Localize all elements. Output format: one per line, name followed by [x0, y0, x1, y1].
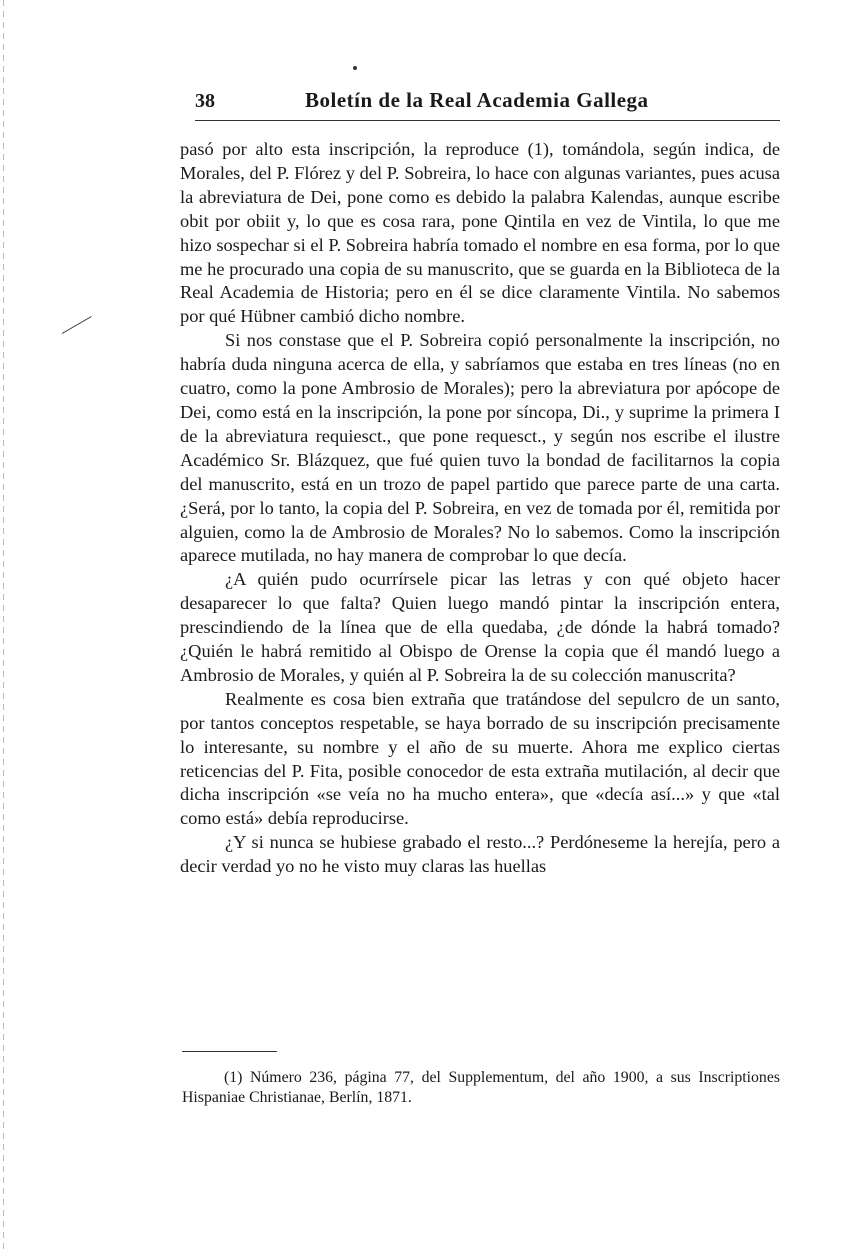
- footnote-divider: [182, 1051, 277, 1052]
- footnotes: [182, 1068, 780, 1108]
- ink-dot: [353, 66, 357, 70]
- paragraph: Realmente es cosa bien extraña que tratándose del sepulcro de un santo, por tantos conceptos respetable, se haya borrado de su inscripción precisamente lo interesante, su nombre y el año de su muerte. Ahora me explico ciertas reticencias del P. Fita, posible conocedor de esta extraña mutilación, al decir que dicha inscripción «se veía no ha mucho entera», que «decía así...» y que «tal como está» debía reproducirse.: [180, 688, 780, 829]
- scan-edge: [3, 0, 4, 1252]
- paragraph: pasó por alto esta inscripción, la reproduce (1), tomándola, según indica, de Morales, del P. Flórez y del P. Sobreira, lo hace con algunas variantes, pues acusa la abreviatura de Dei, pone como es debido la palabra Kalendas, aunque escribe obit por obiit y, lo que es cosa rara, pone Qintila en vez de Vintila, lo que me hizo sospechar si el P. Sobreira habría tomado el nombre en esa forma, por lo que me he procurado una copia de su manuscrito, que se guarda en la Biblioteca de la Real Academia de Historia; pero en él se dice claramente Vintila. No sabemos por qué Hübner cambió dicho nombre.: [180, 139, 780, 327]
- body-text: [180, 138, 780, 879]
- margin-pencil-mark: [62, 316, 92, 334]
- running-title: Boletín de la Real Academia Gallega: [305, 88, 649, 112]
- paragraph: ¿Y si nunca se hubiese grabado el resto...? Perdóneseme la herejía, pero a decir verdad yo no he visto muy claras las huellas: [180, 832, 780, 877]
- page-header: [195, 88, 780, 121]
- paragraph: Si nos constase que el P. Sobreira copió personalmente la inscripción, no habría duda ninguna acerca de ella, y sabríamos que estaba en tres líneas (no en cuatro, como la pone Ambrosio de Morales); pero la abreviatura por apócope de Dei, como está en la inscripción, la pone por síncopa, Di., y suprime la primera I de la abreviatura requiesct., que pone requesct., y según nos escribe el ilustre Académico Sr. Blázquez, que fué quien tuvo la bondad de facilitarnos la copia del manuscrito, está en un trozo de papel partido que parece parte de una carta. ¿Será, por lo tanto, la copia del P. Sobreira, en vez de tomada por él, remitida por alguien, como la de Ambrosio de Morales? No lo sabemos. Como la inscripción aparece mutilada, no hay manera de comprobar lo que decía.: [180, 330, 780, 566]
- footnote: (1) Número 236, página 77, del Supplementum, del año 1900, a sus Inscriptiones Hispaniae Christianae, Berlín, 1871.: [182, 1069, 780, 1106]
- paragraph: ¿A quién pudo ocurrírsele picar las letras y con qué objeto hacer desaparecer lo que falta? Quien luego mandó pintar la inscripción entera, prescindiendo de la línea que de ella quedaba, ¿de dónde la habrá tomado? ¿Quién le habrá remitido al Obispo de Orense la copia que él mandó luego a Ambrosio de Morales, y quién al P. Sobreira la de su colección manuscrita?: [180, 569, 780, 685]
- page-number: 38: [195, 90, 215, 112]
